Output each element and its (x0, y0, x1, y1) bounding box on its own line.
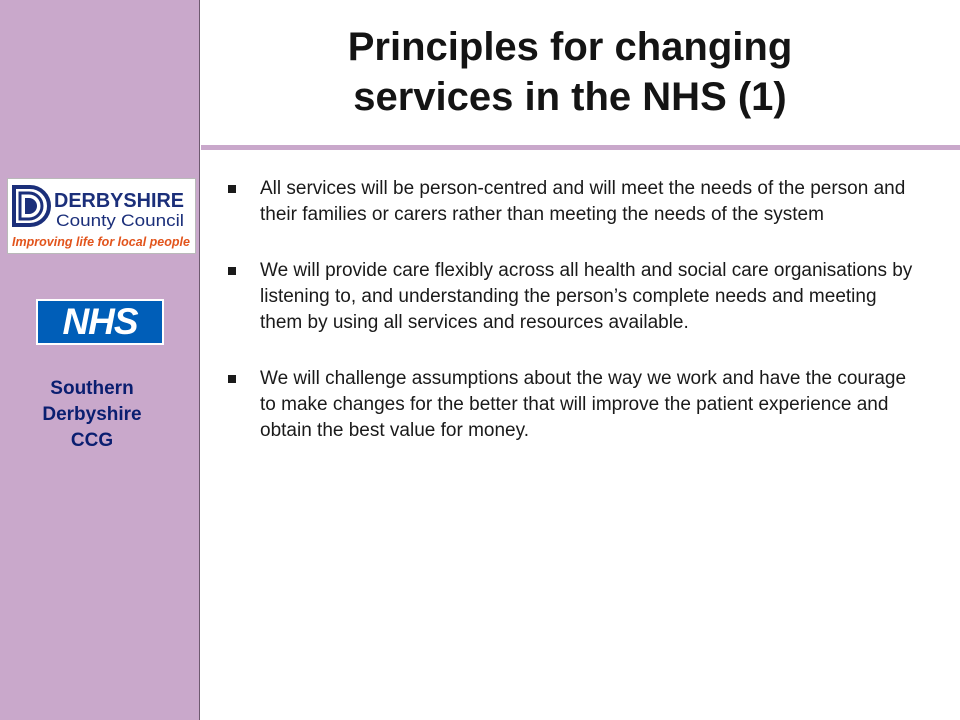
dcc-logo-tagline: Improving life for local people (12, 234, 190, 249)
bullet-text: We will provide care flexibly across all health and social care organisations by listening to, and understanding the person’s complete needs and meeting them by using all services and resources available. (260, 260, 913, 333)
sidebar (0, 0, 200, 720)
slide-title (200, 22, 940, 122)
dcc-logo-word2: County Council (56, 211, 184, 230)
bullet-item (224, 176, 924, 228)
dcc-logo-graphic (8, 179, 195, 253)
bullet-item (224, 258, 924, 336)
nhs-logo (36, 299, 164, 345)
ccg-label (0, 376, 184, 454)
nhs-logo-text: NHS (38, 301, 162, 343)
title-divider (201, 145, 960, 150)
dcc-logo-word1: DERBYSHIRE (54, 190, 184, 212)
derbyshire-county-council-logo (7, 178, 196, 254)
slide-title-line2: services in the NHS (1) (353, 75, 787, 119)
bullet-item (224, 366, 924, 444)
square-bullet-icon (228, 185, 236, 193)
bullet-text: All services will be person-centred and will meet the needs of the person and their families or carers rather than meeting the needs of the system (260, 178, 906, 225)
ccg-label-line2: Derbyshire (42, 404, 142, 425)
bullet-list (224, 176, 924, 474)
slide-title-line1: Principles for changing (347, 25, 793, 69)
ccg-label-line3: CCG (70, 430, 114, 451)
square-bullet-icon (228, 375, 236, 383)
square-bullet-icon (228, 267, 236, 275)
bullet-text: We will challenge assumptions about the way we work and have the courage to make changes for the better that will improve the patient experience and obtain the best value for money. (260, 368, 907, 441)
ccg-label-line1: Southern (50, 378, 134, 399)
